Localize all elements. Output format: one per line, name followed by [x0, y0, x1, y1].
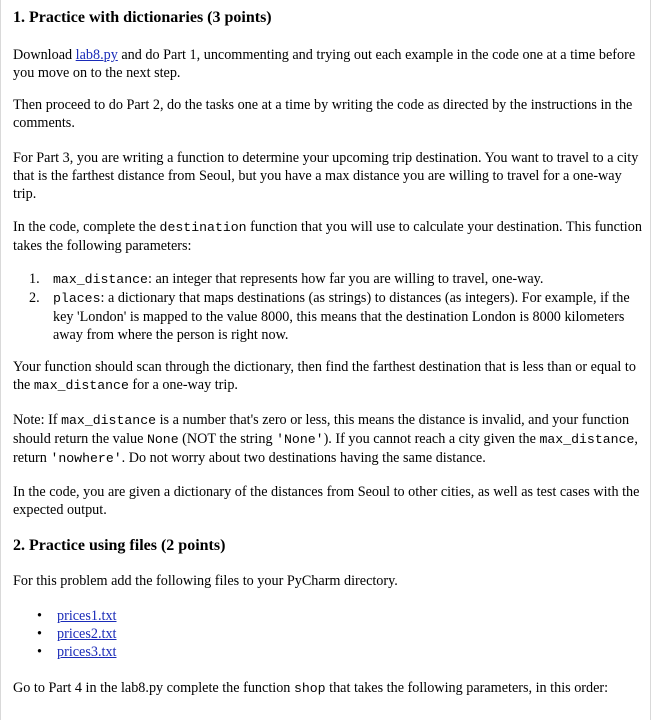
paragraph-part3: For Part 3, you are writing a function to determine your upcoming trip destination. You want to travel to a city that is the farthest distance from Seoul, but you have a max distance you are willing to travel for a one-way trip. [13, 150, 639, 202]
paragraph-shop: Go to Part 4 in the lab8.py complete the function shop that takes the following parameters, in this order: [13, 680, 609, 696]
code-shop: shop [293, 681, 326, 696]
lab8-py-link[interactable]: lab8.py [75, 47, 118, 63]
code-max-distance: max_distance [33, 378, 129, 393]
prices1-link[interactable]: prices1.txt [57, 608, 117, 624]
bullet-icon: • [37, 608, 42, 624]
param-list-item: 2. places: a dictionary that maps destinations (as strings) to distances (as integers). For example, if the key 'London' is mapped to the value 8000, this means that the destination London is 8000 kilometers away from where the person is right now. [29, 290, 630, 343]
code-max-distance: max_distance [61, 413, 157, 428]
paragraph-download: Download lab8.py and do Part 1, uncommenting and trying out each example in the code one at a time before you move on to the next step. [13, 47, 636, 81]
section1-heading: 1. Practice with dictionaries (3 points) [13, 9, 272, 26]
param-list-item: 1. max_distance: an integer that represents how far you are willing to travel, one-way. [29, 271, 544, 287]
bullet-icon: • [37, 626, 42, 642]
code-none: None [146, 432, 179, 447]
code-destination: destination [159, 220, 247, 235]
paragraph-note: Note: If max_distance is a number that's zero or less, this means the distance is invalid, and your function should return the value None (NOT the string 'None'). If you cannot reach a city given the max_distance, return 'nowhere'. Do not worry about two destinations having the same distance. [13, 412, 638, 466]
section2-heading: 2. Practice using files (2 points) [13, 537, 226, 554]
prices3-link[interactable]: prices3.txt [57, 644, 117, 660]
paragraph-test-cases: In the code, you are given a dictionary of the distances from Seoul to other cities, as well as test cases with the expected output. [13, 484, 640, 518]
paragraph-part2: Then proceed to do Part 2, do the tasks one at a time by writing the code as directed by the instructions in the comments. [13, 97, 633, 131]
paragraph-add-files: For this problem add the following files to your PyCharm directory. [13, 573, 398, 589]
bullet-icon: • [37, 644, 42, 660]
paragraph-destination: In the code, complete the destination function that you will use to calculate your destination. This function takes the following parameters: [13, 219, 642, 254]
code-max-distance: max_distance [539, 432, 635, 447]
paragraph-scan: Your function should scan through the dictionary, then find the farthest destination that is less than or equal to the max_distance for a one-way trip. [13, 359, 636, 393]
code-max-distance: max_distance [53, 272, 148, 287]
code-places: places [53, 291, 101, 306]
code-nowhere: 'nowhere' [50, 451, 122, 466]
prices2-link[interactable]: prices2.txt [57, 626, 117, 642]
code-none-string: 'None' [276, 432, 324, 447]
